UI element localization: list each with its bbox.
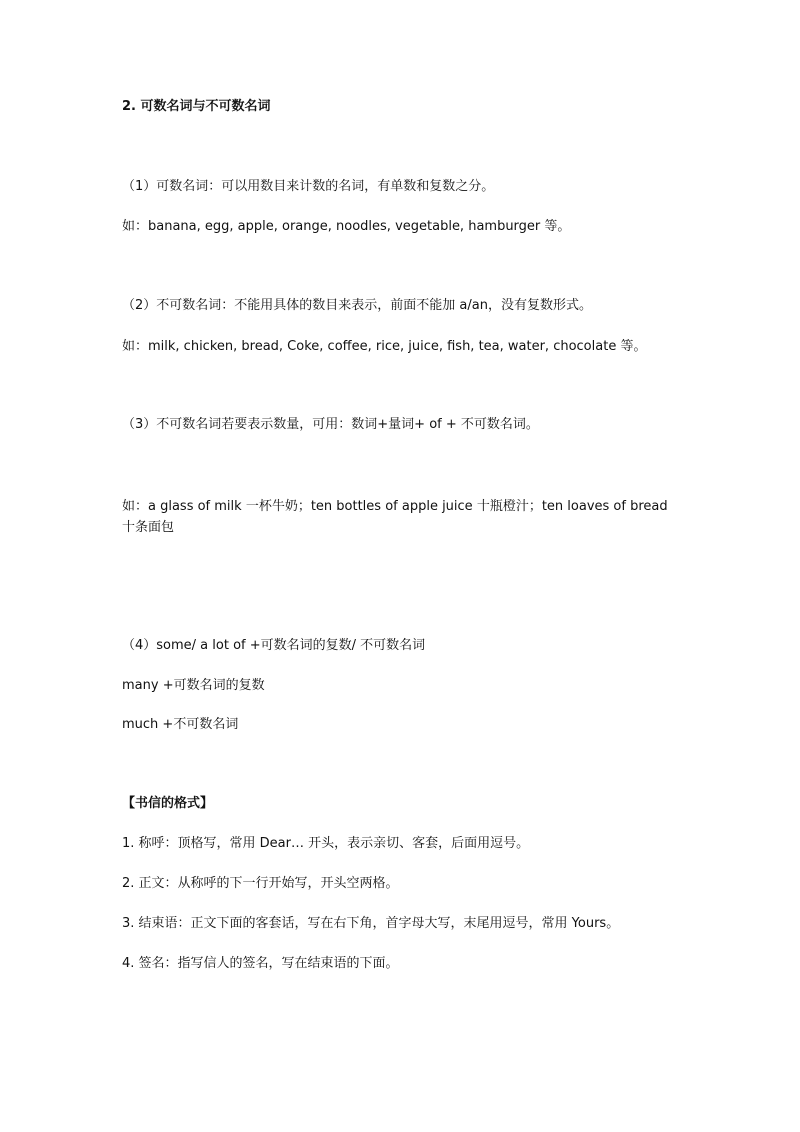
quantity-expression-examples: 如：a glass of milk 一杯牛奶；ten bottles of apple juice 十瓶橙汁；ten loaves of bread 十条面包 [122, 499, 668, 535]
letter-format-heading: 【书信的格式】 [122, 796, 214, 811]
much-rule: much +不可数名词 [122, 717, 239, 732]
quantity-expression-rule: （3）不可数名词若要表示数量，可用：数词+量词+ of + 不可数名词。 [122, 417, 539, 432]
countable-noun-definition: （1）可数名词：可以用数目来计数的名词，有单数和复数之分。 [122, 179, 495, 194]
letter-format-item: 4. 签名：指写信人的签名，写在结束语的下面。 [122, 956, 399, 971]
letter-format-item: 1. 称呼：顶格写，常用 Dear… 开头，表示亲切、客套，后面用逗号。 [122, 836, 530, 851]
letter-format-item: 2. 正文：从称呼的下一行开始写，开头空两格。 [122, 876, 399, 891]
countable-noun-examples: 如：banana, egg, apple, orange, noodles, vegetable, hamburger 等。 [122, 219, 571, 234]
section-heading: 2. 可数名词与不可数名词 [122, 99, 271, 114]
many-rule: many +可数名词的复数 [122, 678, 265, 693]
uncountable-noun-definition: （2）不可数名词：不能用具体的数目来表示，前面不能加 a/an，没有复数形式。 [122, 298, 592, 313]
letter-format-item: 3. 结束语：正文下面的客套话，写在右下角，首字母大写，末尾用逗号，常用 Yours。 [122, 916, 620, 931]
some-a-lot-of-rule: （4）some/ a lot of +可数名词的复数/ 不可数名词 [122, 638, 426, 653]
uncountable-noun-examples: 如：milk, chicken, bread, Coke, coffee, rice, juice, fish, tea, water, chocolate 等。 [122, 339, 647, 354]
